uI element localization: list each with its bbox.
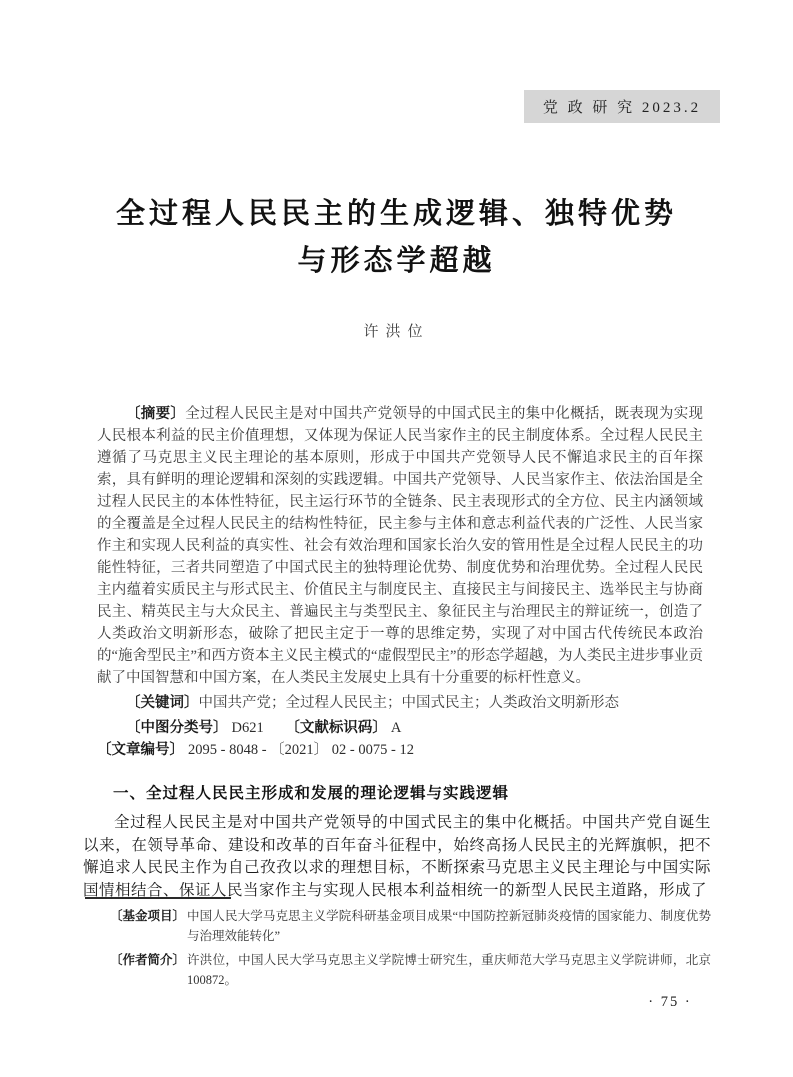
keywords-label: 〔关键词〕 [126, 695, 199, 711]
abstract-label: 〔摘要〕 [126, 406, 186, 422]
paper-title-line-1: 全过程人民民主的生成逻辑、独特优势 [115, 196, 677, 230]
author-name: 许洪位 [363, 324, 430, 340]
section-heading: 一、全过程人民民主形成和发展的理论逻辑与实践逻辑 [113, 785, 510, 802]
footnote-fund-text: 中国人民大学马克思主义学院科研基金项目成果“中国防控新冠肺炎疫情的国家能力、制度优势与治理效能转化” [187, 909, 711, 943]
abstract-section [97, 403, 703, 761]
footnotes-section [110, 906, 724, 994]
paper-title [0, 190, 793, 284]
footnote-fund-project [110, 906, 711, 946]
journal-title: 党 政 研 究 2023.2 [542, 100, 702, 116]
classification-line [97, 717, 703, 761]
document-code-value: A [390, 720, 402, 736]
footnote-author-text: 许洪位，中国人民大学马克思主义学院博士研究生，重庆师范大学马克思主义学院讲师，北京 100872。 [187, 953, 724, 987]
paper-title-line-2: 与形态学超越 [297, 243, 496, 277]
body-paragraph: 全过程人民民主是对中国共产党领导的中国式民主的集中化概括。中国共产党自诞生以来，在领导革命、建设和改革的百年奋斗征程中，始终高扬人民民主的光辉旗帜，把不懈追求人民民主作为自己孜孜以求的理想目标，不断探索马克思主义民主理论与中国实际国情相结合、保证人民当家作主与实现人民根本利益相统一的新型人民民主道路，形成了 [83, 814, 711, 899]
keywords-line [97, 692, 703, 714]
footnote-divider [85, 897, 231, 899]
document-code [285, 720, 401, 736]
keywords-text: 中国共产党；全过程人民民主；中国式民主；人类政治文明新形态 [198, 695, 619, 711]
abstract-text: 全过程人民民主是对中国共产党领导的中国式民主的集中化概括，既表现为实现人民根本利益的民主价值理想，又体现为保证人民当家作主的民主制度体系。全过程人民民主遵循了马克思主义民主理论的基本原则，形成于中国共产党领导人民不懈追求民主的百年探索，具有鲜明的理论逻辑和深刻的实践逻辑。中国共产党领导、人民当家作主、依法治国是全过程人民民主的本体性特征，民主运行环节的全链条、民主表现形式的全方位、民主内涵领域的全覆盖是全过程人民民主的结构性特征，民主参与主体和意志利益代表的广泛性、人民当家作主和实现人民利益的真实性、社会有效治理和国家长治久安的管用性是全过程人民民主的功能性特征，三者共同塑造了中国式民主的独特理论优势、制度优势和治理优势。全过程人民民主内蕴着实质民主与形式民主、价值民主与制度民主、直接民主与间接民主、选举民主与协商民主、精英民主与大众民主、普遍民主与类型民主、象征民主与治理民主的辩证统一，创造了人类政治文明新形态，破除了把民主定于一尊的思维定势，实现了对中国古代传统民本政治的“施舍型民主”和西方资本主义民主模式的“虚假型民主”的形态学超越，为人类民主进步事业贡献了中国智慧和中国方案，在人类民主发展史上具有十分重要的标杆性意义。 [97, 406, 704, 686]
footnote-author-bio [110, 950, 724, 990]
abstract-paragraph [97, 403, 703, 689]
footnote-author-label: 〔作者简介〕 [110, 953, 186, 967]
clc-number [126, 720, 264, 736]
document-code-label: 〔文献标识码〕 [285, 720, 387, 736]
clc-value: D621 [231, 720, 264, 736]
page-number: · 75 · [648, 994, 692, 1010]
article-id-label: 〔文章编号〕 [97, 742, 184, 758]
footnote-fund-label: 〔基金项目〕 [110, 909, 186, 923]
article-id [97, 742, 414, 758]
clc-label: 〔中图分类号〕 [126, 720, 228, 736]
article-id-value: 2095 - 8048 - 〔2021〕 02 - 0075 - 12 [188, 742, 414, 758]
journal-header-badge [524, 90, 720, 123]
